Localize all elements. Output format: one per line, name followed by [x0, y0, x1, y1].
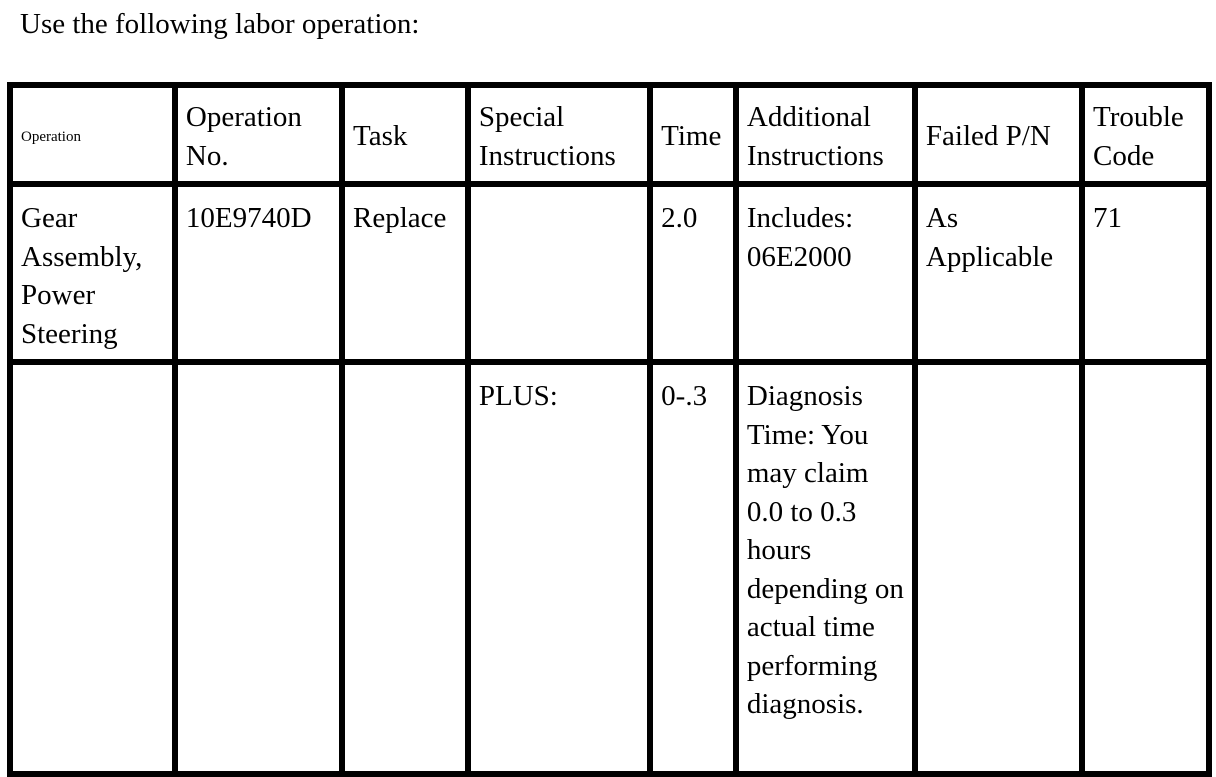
- cell-special-instructions: [468, 184, 650, 362]
- header-operation-no: Operation No.: [175, 85, 342, 184]
- header-time: Time: [650, 85, 736, 184]
- cell-failed-pn: As Applicable: [915, 184, 1082, 362]
- header-task: Task: [342, 85, 468, 184]
- table-row: [10, 362, 1209, 774]
- cell-additional-instructions: Includes: 06E2000: [736, 184, 915, 362]
- cell-operation: [10, 362, 175, 774]
- labor-operation-table: [7, 82, 1212, 777]
- header-trouble-code: Trouble Code: [1082, 85, 1209, 184]
- table-header-row: [10, 85, 1209, 184]
- cell-task: [342, 362, 468, 774]
- cell-time: 2.0: [650, 184, 736, 362]
- header-operation: Operation: [10, 85, 175, 184]
- cell-additional-instructions: Diagnosis Time: You may claim 0.0 to 0.3 hours depending on actual time performing diagnosis.: [736, 362, 915, 774]
- cell-time: 0-.3: [650, 362, 736, 774]
- intro-text: Use the following labor operation:: [20, 8, 420, 40]
- cell-operation-no: [175, 362, 342, 774]
- header-additional-instructions: Additional Instructions: [736, 85, 915, 184]
- cell-failed-pn: [915, 362, 1082, 774]
- cell-task: Replace: [342, 184, 468, 362]
- cell-trouble-code: [1082, 362, 1209, 774]
- cell-operation: Gear Assembly, Power Steering: [10, 184, 175, 362]
- cell-operation-no: 10E9740D: [175, 184, 342, 362]
- header-special-instructions: Special Instructions: [468, 85, 650, 184]
- cell-trouble-code: 71: [1082, 184, 1209, 362]
- header-failed-pn: Failed P/N: [915, 85, 1082, 184]
- table-row: [10, 184, 1209, 362]
- cell-special-instructions: PLUS:: [468, 362, 650, 774]
